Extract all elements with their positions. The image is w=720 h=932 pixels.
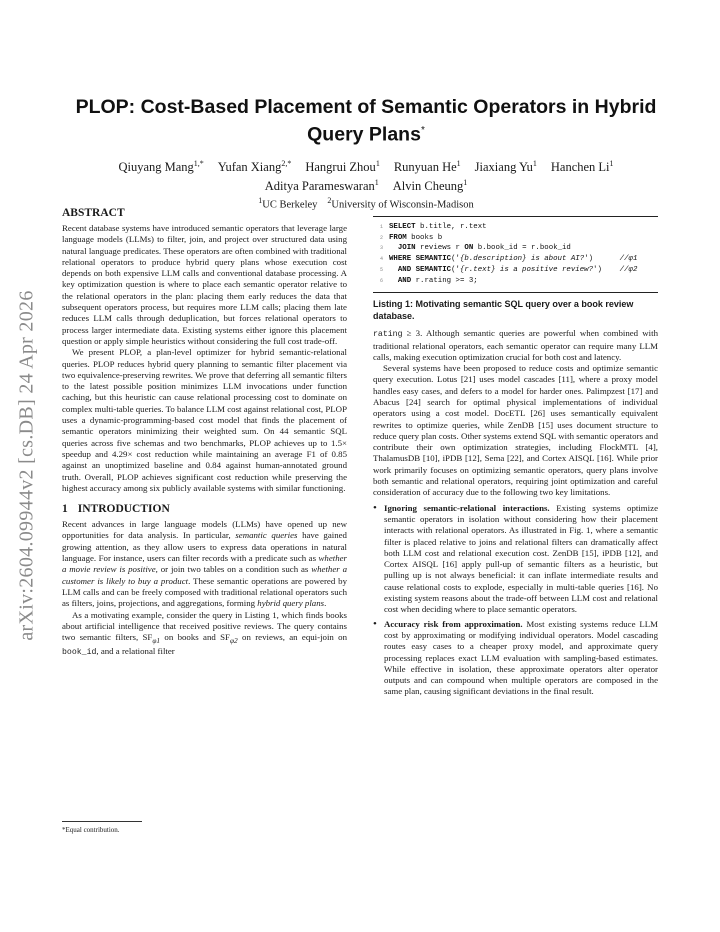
author-affiliation-mark: 1 bbox=[532, 158, 537, 168]
subscript: φ1 bbox=[152, 635, 161, 645]
line-number: 6 bbox=[379, 277, 383, 284]
section-title: INTRODUCTION bbox=[77, 503, 170, 516]
sql-text: books b bbox=[406, 233, 443, 242]
text-run: have gained growing attention, as they allow users to express data operations in natural language. For instance, users can filter records with a predicate such as bbox=[62, 530, 347, 564]
code-line bbox=[373, 254, 658, 265]
author-list bbox=[62, 156, 670, 194]
arxiv-id-text: arXiv:2604.09944v2 [cs.DB] 24 Apr 2026 bbox=[15, 289, 38, 641]
author bbox=[218, 156, 292, 175]
list-item-heading: Ignoring semantic-relational interactions. bbox=[384, 502, 550, 513]
author-name: Aditya Parameswaran bbox=[264, 178, 375, 193]
intro-paragraph bbox=[62, 610, 347, 659]
right-column bbox=[373, 216, 658, 701]
abstract-heading: ABSTRACT bbox=[62, 207, 125, 219]
author bbox=[393, 175, 467, 194]
sql-keyword: ON bbox=[464, 244, 474, 253]
author-name: Yufan Xiang bbox=[217, 159, 282, 174]
footnote-rule bbox=[62, 821, 142, 822]
line-number: 1 bbox=[379, 224, 383, 230]
text-run: Recent advances in large language models (LLMs) have opened up new opportunities for data analysis. In particular, bbox=[62, 519, 347, 541]
list-item-heading: Accuracy risk from approximation. bbox=[384, 618, 523, 629]
author-name: Hangrui Zhou bbox=[305, 159, 376, 174]
paper-title bbox=[62, 95, 670, 147]
sql-keyword: AND SEMANTIC bbox=[389, 265, 452, 274]
text-run: on reviews, an equi-join on bbox=[237, 632, 347, 643]
intro-paragraph bbox=[62, 519, 347, 609]
sql-text: b.book_id = r.book_id bbox=[473, 244, 571, 253]
author-affiliation-mark: 1 bbox=[456, 158, 461, 168]
limitations-list bbox=[373, 503, 658, 698]
affiliation-name: University of Wisconsin-Madison bbox=[331, 199, 474, 211]
body-paragraph bbox=[373, 328, 658, 363]
code-line bbox=[373, 222, 658, 233]
section-number: 1 bbox=[62, 503, 68, 516]
sql-text: r.rating >= 3; bbox=[411, 276, 478, 285]
listing-caption: Listing 1: Motivating semantic SQL query over a book review database. bbox=[373, 299, 634, 321]
author bbox=[305, 156, 379, 175]
author-affiliation-mark: 1 bbox=[609, 158, 614, 168]
introduction-heading bbox=[62, 502, 347, 516]
author bbox=[118, 156, 203, 175]
sql-text: ') bbox=[584, 255, 620, 264]
author-name: Jiaxiang Yu bbox=[474, 159, 533, 174]
author-name: Qiuyang Mang bbox=[118, 159, 194, 174]
paper-title-text: PLOP: Cost-Based Placement of Semantic Operators in Hybrid Query Plans bbox=[75, 96, 657, 146]
inline-code: book_id bbox=[62, 648, 97, 658]
author-affiliation-mark: 2,* bbox=[281, 158, 292, 168]
sql-comment: //φ1 bbox=[619, 255, 638, 264]
list-item bbox=[373, 503, 658, 616]
sql-text: b.title, r.text bbox=[415, 223, 487, 231]
footnote bbox=[62, 821, 347, 835]
sql-comment: //φ2 bbox=[619, 265, 638, 274]
emphasis: semantic queries bbox=[235, 530, 298, 541]
text-run: ≥ 3. Although semantic queries are powerful when combined with traditional relational operators, each semantic operator can require many LLM calls, making execution optimization crucial for both cost and latency. bbox=[373, 328, 658, 362]
author-name: Hanchen Li bbox=[550, 159, 610, 174]
sql-text: (' bbox=[451, 255, 460, 264]
abstract-paragraph: We present PLOP, a plan-level optimizer for hybrid semantic-relational queries. PLOP reduces hybrid query planning to semantic filter placement via two equivalence-preserving rewrites. We prove that deferring all semantic filters to the latest possible position minimizes LLM invocations under function caching, but this heuristic can cause relational processing cost to dominate on complex multi-table queries. To balance LLM cost against relational cost, PLOP uses a dynamic-programming-based cost model that finds the placement of semantic operators minimizing their weighted sum. On 44 semantic SQL queries across five schemas and two benchmarks, PLOP achieves up to 1.5× speedup and 4.29× cost reduction while maintaining an average F1 of 0.85 against an unoptimized baseline and 0.84 against human-annotated ground truth. Overall, PLOP achieves significant cost reduction while preserving the highest accuracy among six publicly available systems with similar functioning. bbox=[62, 347, 347, 493]
affiliation-name: UC Berkeley bbox=[262, 199, 318, 211]
code-line bbox=[373, 233, 658, 244]
emphasis: hybrid query plans bbox=[257, 598, 325, 609]
subscript: φ2 bbox=[229, 635, 238, 645]
sql-keyword: JOIN bbox=[389, 244, 416, 253]
author-name: Alvin Cheung bbox=[392, 178, 464, 193]
sql-text: reviews r bbox=[415, 244, 465, 253]
affiliation-mark: 2 bbox=[327, 195, 332, 205]
text-run: , or join two tables on a condition such as bbox=[155, 564, 312, 575]
text-run: . bbox=[324, 598, 327, 609]
code-line bbox=[373, 276, 658, 287]
author-affiliation-mark: 1 bbox=[374, 177, 379, 187]
author bbox=[394, 156, 461, 175]
arxiv-identifier-stamp bbox=[8, 255, 46, 675]
author bbox=[551, 156, 614, 175]
list-item-text: Existing systems optimize semantic operators in isolation without considering how their placement interacts with relational operators. As illustrated in Fig. 1, where a semantic filter is placed relative to joins and relational filters can dramatically affect both LLM cost and relational execution cost. ZenDB [15], iPDB [12], and Cortex AISQL [16] apply pull-up of semantic filters as a heuristic, but pulling up is not always beneficial: it can inflate intermediate results and cause relational costs to explode, especially in multi-table queries [16]. No existing system reasons about the trade-off between LLM cost and relational cost when deciding where to place semantic operators. bbox=[384, 502, 658, 615]
sql-text: ') bbox=[593, 265, 620, 274]
footnote-text: *Equal contribution. bbox=[62, 826, 120, 834]
author-affiliation-mark: 1,* bbox=[193, 158, 204, 168]
code-line bbox=[373, 243, 658, 254]
sql-keyword: FROM bbox=[389, 233, 407, 242]
code-listing bbox=[373, 216, 658, 293]
sql-text: (' bbox=[451, 265, 460, 274]
text-run: on books and SF bbox=[160, 632, 230, 643]
paper-header bbox=[62, 95, 670, 212]
sql-keyword: WHERE SEMANTIC bbox=[389, 255, 452, 264]
author bbox=[265, 175, 379, 194]
emphasis: whether a customer is likely to buy a product bbox=[62, 564, 348, 586]
list-item-text: Most existing systems reduce LLM cost by approximating or modifying individual operators. Model cascading routes easy cases to a cheaper proxy model, and approximate query processing replaces exact LLM evaluation with sampling-based estimates. While effective in isolation, these approximate operators alter operator outputs and can compound when multiple operators are composed in the same plan, causing significant deviations in the final result. bbox=[384, 618, 658, 697]
body-paragraph: Several systems have been proposed to reduce costs and optimize semantic query execution. Lotus [21] uses model cascades [11], where a proxy model handles easy cases, and defers to a model for harder ones. Palimpzest [17] and Abacus [24] search for optimal physical implementations of individual operators using a cost model. DocETL [26] uses semantically equivalent rewrites to optimize queries, while ZenDB [15] uses document structure to reduce query plan costs. Other systems extend SQL with semantic operators and contribute their own optimization strategies, including FlockMTL [4], ThalamusDB [10], iPDB [12], Sema [22], and Cortex AISQL [16]. While prior work primarily focuses on optimizing semantic operators, query plans involve both semantic and relational operators, requiring joint optimization and careful consideration of accuracy due to the following two key limitations. bbox=[373, 363, 658, 498]
code-line bbox=[373, 265, 658, 276]
inline-code: rating bbox=[373, 330, 403, 340]
text-run: , and a relational filter bbox=[96, 646, 175, 657]
list-item bbox=[373, 619, 658, 698]
text-run: . These semantic operations are powered by LLM calls and can be freely composed with traditional relational operators such as filters, joins, projections, and aggregations, forming bbox=[62, 575, 347, 609]
title-footnote-mark: * bbox=[420, 125, 425, 136]
author bbox=[475, 156, 537, 175]
line-number: 4 bbox=[379, 256, 383, 263]
abstract-paragraph: Recent database systems have introduced semantic operators that leverage large language models (LLMs) to filter, join, and project over structured data using natural language predicates. These operators are often combined with traditional relational operators to produce hybrid query plans whose execution cost depends on both expensive LLM calls and conventional database processing. A key optimization question is where to place each semantic operator relative to the relational operators in the plan: placing them early reduces the data that subsequent operators process, but requires more LLM calls; placing them late reduces LLM calls through deduplication, but forces relational operators to process larger intermediate data. Existing systems either ignore this placement question or apply simple heuristics without considering the full cost trade-off. bbox=[62, 223, 347, 346]
section-gap bbox=[62, 494, 347, 502]
author-name: Runyuan He bbox=[393, 159, 457, 174]
line-number: 3 bbox=[379, 245, 383, 252]
line-number: 2 bbox=[379, 234, 383, 241]
author-affiliation-mark: 1 bbox=[375, 158, 380, 168]
affiliation-mark: 1 bbox=[258, 195, 263, 205]
author-affiliation-mark: 1 bbox=[463, 177, 468, 187]
left-column bbox=[62, 206, 347, 658]
sql-keyword: SELECT bbox=[389, 223, 416, 231]
sql-string: {b.description} is about AI? bbox=[459, 255, 585, 264]
sql-string: {r.text} is a positive review? bbox=[459, 265, 594, 274]
text-run: As a motivating example, consider the query in Listing 1, which finds books about artificial intelligence that received positive reviews. The query contains two semantic filters, SF bbox=[62, 609, 347, 643]
line-number: 5 bbox=[379, 266, 383, 273]
sql-keyword: AND bbox=[389, 276, 412, 285]
emphasis: whether a movie review is positive bbox=[62, 553, 347, 575]
affiliation bbox=[327, 194, 473, 213]
